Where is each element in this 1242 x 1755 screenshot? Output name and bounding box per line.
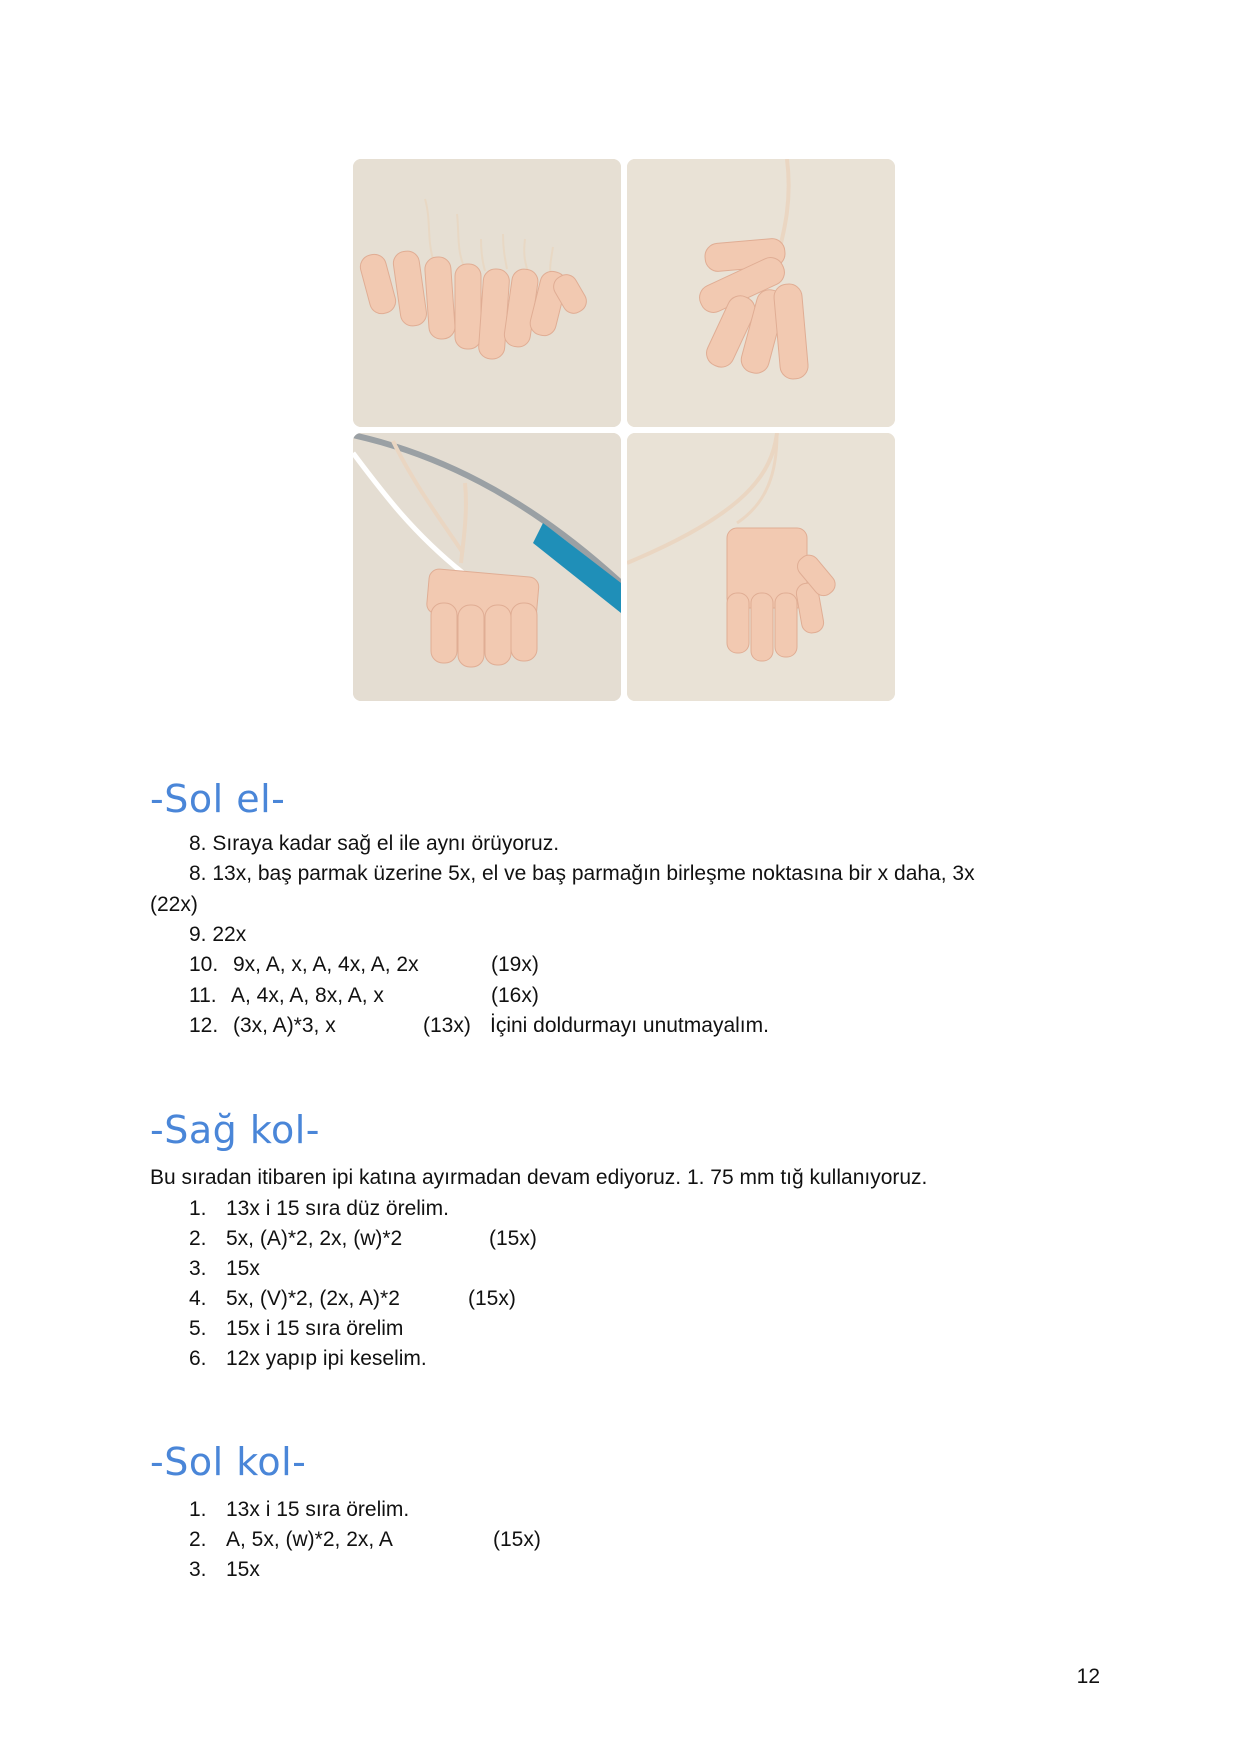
- row-stitches: 12x yapıp ipi keselim.: [226, 1347, 427, 1370]
- row-stitches: 5x, (A)*2, 2x, (w)*2: [226, 1227, 403, 1250]
- section-title-sol-kol: -Sol kol-: [150, 1440, 307, 1484]
- row-count: (15x): [493, 1528, 541, 1551]
- row-count: (16x): [491, 984, 539, 1007]
- instruction-line: 8. 13x, baş parmak üzerine 5x, el ve baş parmağın birleşme noktasına bir x daha, 3x: [189, 862, 975, 885]
- row-count: (15x): [489, 1227, 537, 1250]
- row-stitches: 5x, (V)*2, (2x, A)*2: [226, 1287, 400, 1310]
- row-number: 1.: [189, 1498, 207, 1521]
- row-number: 2.: [189, 1227, 207, 1250]
- row-stitches: 13x i 15 sıra örelim.: [226, 1498, 410, 1521]
- row-number: 3.: [189, 1257, 207, 1280]
- row-count: (19x): [491, 953, 539, 976]
- section-intro: Bu sıradan itibaren ipi katına ayırmadan devam ediyoruz. 1. 75 mm tığ kullanıyoruz.: [150, 1166, 928, 1189]
- instruction-line: 8. Sıraya kadar sağ el ile aynı örüyoruz.: [189, 832, 560, 855]
- row-number: 3.: [189, 1558, 207, 1581]
- crochet-fingers-joined-image: [627, 159, 895, 427]
- row-count: (15x): [468, 1287, 516, 1310]
- instruction-line: 9. 22x: [189, 923, 247, 946]
- section-title-sol-el: -Sol el-: [150, 777, 286, 821]
- photo-collage: [353, 159, 895, 701]
- row-number: 12.: [189, 1014, 219, 1037]
- instruction-line: (22x): [150, 893, 198, 916]
- row-number: 2.: [189, 1528, 207, 1551]
- row-stitches: (3x, A)*3, x: [233, 1014, 336, 1037]
- row-stitches: 9x, A, x, A, 4x, A, 2x: [233, 953, 419, 976]
- crochet-fingers-image: [353, 159, 621, 427]
- row-stitches: 15x: [226, 1257, 260, 1280]
- crochet-hand-image: [627, 433, 895, 701]
- photo-hook-crochet: [353, 433, 621, 701]
- photo-fingers-joined: [627, 159, 895, 427]
- row-stitches: A, 5x, (w)*2, 2x, A: [226, 1528, 393, 1551]
- row-stitches: 15x: [226, 1558, 260, 1581]
- photo-fingers-separate: [353, 159, 621, 427]
- row-number: 4.: [189, 1287, 207, 1310]
- row-stitches: 13x i 15 sıra düz örelim.: [226, 1197, 449, 1220]
- row-count: (13x): [423, 1014, 471, 1037]
- row-note: İçini doldurmayı unutmayalım.: [490, 1014, 769, 1037]
- row-number: 11.: [189, 984, 217, 1007]
- photo-finished-hand: [627, 433, 895, 701]
- page-number: 12: [1076, 1665, 1100, 1688]
- section-title-sag-kol: -Sağ kol-: [150, 1108, 320, 1152]
- row-stitches: 15x i 15 sıra örelim: [226, 1317, 404, 1340]
- row-number: 1.: [189, 1197, 207, 1220]
- row-number: 5.: [189, 1317, 207, 1340]
- crochet-hook-image: [353, 433, 621, 701]
- row-number: 10.: [189, 953, 219, 976]
- row-stitches: A, 4x, A, 8x, A, x: [231, 984, 384, 1007]
- row-number: 6.: [189, 1347, 207, 1370]
